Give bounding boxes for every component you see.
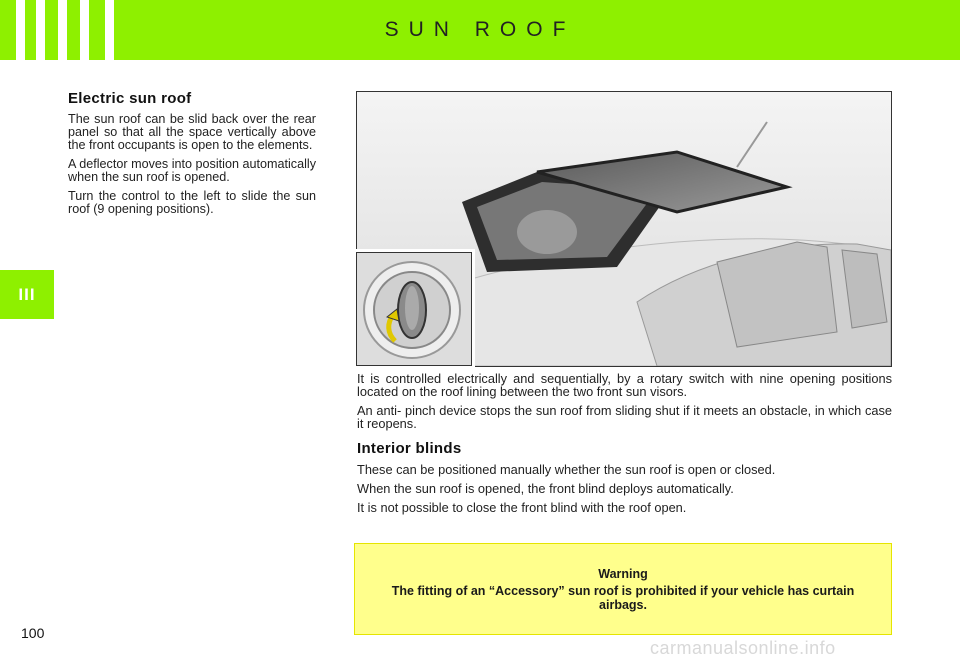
paragraph: These can be positioned manually whether the sun roof is open or closed.	[357, 462, 776, 477]
chapter-tab[interactable]: III	[0, 270, 54, 319]
paragraph: When the sun roof is opened, the front blind deploys automatically.	[357, 481, 734, 496]
paragraph: It is controlled electrically and sequentially, by a rotary switch with nine opening positions located on the roof lining between the two front sun visors.	[357, 371, 892, 399]
description-section	[357, 372, 892, 520]
paragraph: It is not possible to close the front blind with the roof open.	[357, 500, 687, 515]
section-heading: Interior blinds	[357, 440, 462, 457]
electric-sunroof-section	[68, 90, 316, 222]
section-heading: Electric sun roof	[68, 90, 192, 107]
rotary-switch-inset	[356, 252, 472, 366]
warning-text: The fitting of an “Accessory” sun roof is prohibited if your vehicle has curtain airbags.	[391, 584, 855, 612]
warning-box	[354, 543, 892, 635]
page-header	[0, 0, 960, 60]
rotary-switch-illustration	[357, 253, 471, 365]
page-number: 100	[21, 625, 45, 641]
page-title: SUN ROOF	[384, 18, 576, 41]
paragraph: A deflector moves into position automatically when the sun roof is opened.	[68, 157, 316, 184]
watermark: carmanualsonline.info	[650, 638, 836, 658]
paragraph: An anti- pinch device stops the sun roof from sliding shut if it meets an obstacle, in which case it reopens.	[357, 403, 892, 431]
warning-title: Warning	[598, 567, 648, 581]
paragraph: Turn the control to the left to slide the sun roof (9 opening positions).	[68, 189, 316, 216]
paragraph: The sun roof can be slid back over the rear panel so that all the space vertically above the front occupants is open to the elements.	[68, 112, 316, 152]
